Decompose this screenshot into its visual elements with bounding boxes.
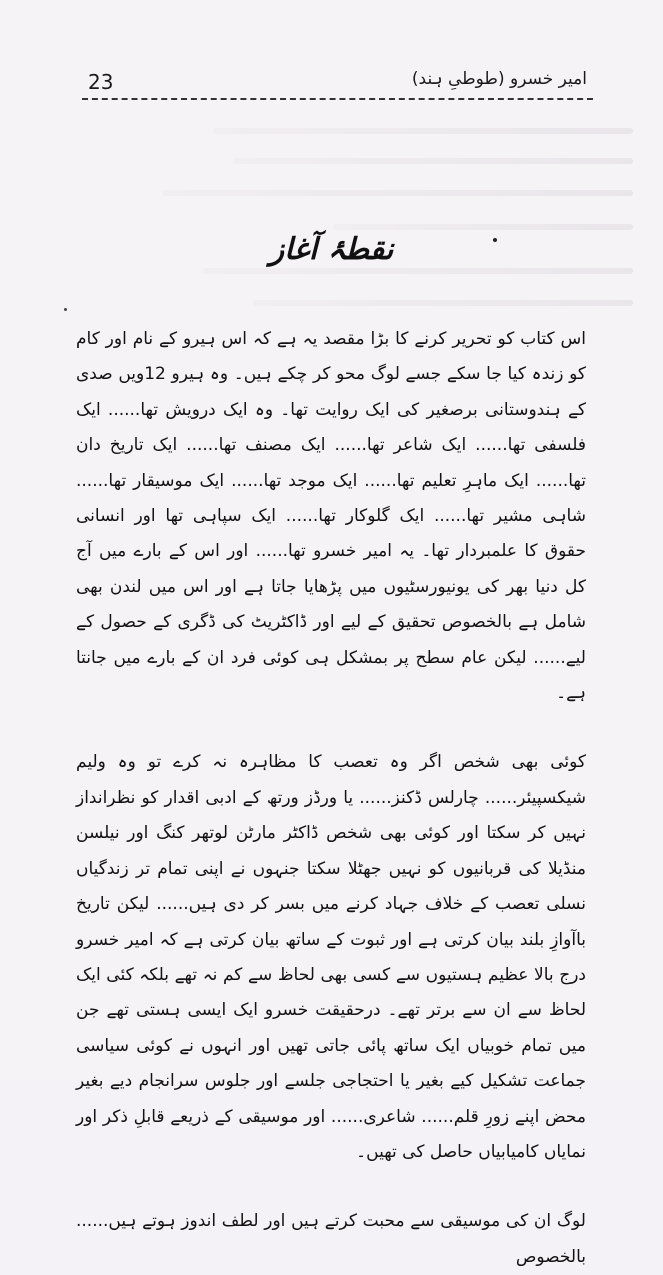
bleed-through-mark (213, 128, 633, 134)
paragraph-gap (76, 711, 586, 745)
paragraph: لوگ ان کی موسیقی سے محبت کرتے ہیں اور لطف اندوز ہوتے ہیں...... بالخصوص (76, 1211, 586, 1267)
body-text (76, 322, 586, 1275)
bleed-through-mark (233, 158, 633, 164)
page-number: 23 (88, 70, 114, 94)
paragraph: اس کتاب کو تحریر کرنے کا بڑا مقصد یہ ہے کہ اس ہیرو کے نام اور کام کو زندہ کیا جا سکے جسے لوگ محو کر چکے ہیں۔ وہ ہیرو 12ویں صدی کے ہندوستانی برصغیر کی ایک روایت تھا۔ وہ ایک درویش تھا...... ایک فلسفی تھا...... ایک شاعر تھا...... ایک مصنف تھا...... ایک تاریخ دان تھا...... ایک ماہرِ تعلیم تھا...... ایک موجد تھا...... ایک موسیقار تھا...... شاہی مشیر تھا...... ایک گلوکار تھا...... ایک سپاہی تھا اور انسانی حقوق کا علمبردار تھا۔ یہ امیر خسرو تھا...... اور اس کے بارے میں آج کل دنیا بھر کی یونیورسٹیوں میں پڑھایا جاتا ہے اور اس میں لندن بھی شامل ہے بالخصوص تحقیق کے لیے اور ڈاکٹریٹ کی ڈگری کے حصول کے لیے...... لیکن عام سطح پر بمشکل ہی کوئی فرد ان کے بارے میں جانتا ہے۔ (76, 329, 586, 704)
bleed-through-mark (333, 224, 633, 230)
running-header-title: امیر خسرو (طوطیِ ہند) (411, 69, 587, 89)
bleed-through-mark (253, 300, 633, 306)
bleed-through-mark (203, 268, 633, 274)
paragraph-gap (76, 1170, 586, 1204)
ink-dot (64, 308, 67, 311)
paragraph: کوئی بھی شخص اگر وہ تعصب کا مظاہرہ نہ کرے تو وہ ولیم شیکسپیئر...... چارلس ڈکنز...... یا ورڈز ورتھ کے ادبی اقدار کو نظرانداز نہیں کر سکتا اور کوئی بھی شخص ڈاکٹر مارٹن لوتھر کنگ اور نیلسن منڈیلا کی قربانیوں کو نہیں جھٹلا سکتا جنہوں نے اپنی تمام تر زندگیاں نسلی تعصب کے خلاف جہاد کرنے میں بسر کر دی ہیں...... لیکن تاریخ باآوازِ بلند بیان کرتی ہے اور ثبوت کے ساتھ بیان کرتی ہے کہ امیر خسرو درج بالا عظیم ہستیوں سے کسی بھی لحاظ سے کم نہ تھے بلکہ کئی ایک لحاظ سے ان سے برتر تھے۔ درحقیقت خسرو ایک ایسی ہستی تھے جن میں تمام خوبیاں ایک ساتھ پائی جاتی تھیں اور انہوں نے کوئی سیاسی جماعت تشکیل کیے بغیر یا احتجاجی جلسے اور جلوس سرانجام دیے بغیر محض اپنے زورِ قلم...... شاعری...... اور موسیقی کے ذریعے قابلِ ذکر اور نمایاں کامیابیاں حاصل کی تھیں۔ (76, 752, 586, 1162)
header-divider (82, 98, 593, 100)
chapter-title: نقطۂ آغاز (269, 232, 394, 267)
bleed-through-mark (163, 190, 633, 196)
